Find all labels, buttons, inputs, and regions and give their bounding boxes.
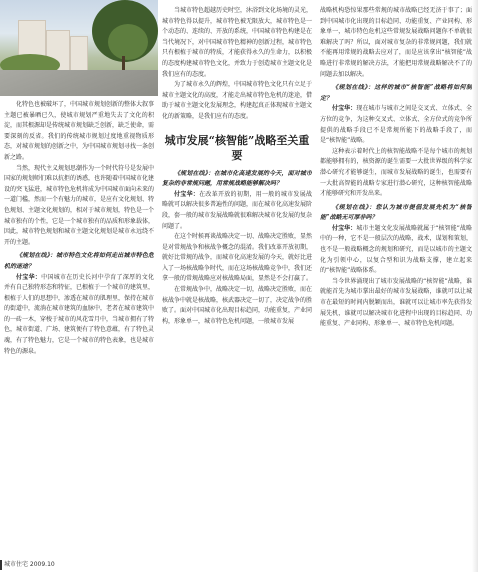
tree-canopy-2	[108, 24, 148, 60]
paragraph: 当城市特色超越历史时空，沐浴到文化场境的灵光，城市特色得以提升，城市特色被无限放大，城市特色是一个动态的、连续的、开放的系统，中国城市特色构建是在当代境况下，对中国城市特色精神的创新过程，城市特色只有根植于城市的特质，才能获得永久的生命力，以积极的态度构建城市特色文化，并致力于创造城市主题文化是我们应有的态度。	[162, 7, 312, 78]
question: 《规划在线》：您认为城市提倡发展先机为“核智能”战略无可厚非吗？	[320, 203, 472, 222]
paragraph: 化特色也被破坏了，中国城市规划创新的整体大叙事主题已被暴晒已久，使城市规划严重地失去了文化的积淀，而其根源却是传统城市规划缺乏创新，缺乏使命，需要深刻的反省。我们的传统城市规划过度地重视物质形态，对城市规划的创新之中，为中国城市规划寻找一条创新之路。	[4, 101, 154, 161]
paragraph: 在常规战争中，战略决定一切，战略决定胜败，而在核战争中就是核战略，核武器决定一切了，决定战争的胜败了。面对中国城市化出现目标趋同，功能重复，产业同构，形象单一，城市特色危机问题，一般城市发展	[162, 286, 312, 325]
paragraph: 这种表示着时代上的核智能战略不是每个城市的规划都能够拥有的，核资源的诞生需要一大批世界级的科学家潜心研究才能够诞生，而城市发展战略的诞生，也需要有一大批高智能的战略专家进行潜心研究，这种核智能战略才能够研究和开发出来。	[320, 147, 472, 198]
paragraph: 在这个时候再谈战略决定一切、战略决定胜败，显然是对常规战争和核战争概念的混淆。我们改革开放初期，就好比常规的战争，而城市化高速发展的今天，就好比进入了一场核战略争时代，而在这场核战略竞争中，我们还拿一般的常规战略应对核战略局面，显然是不会打赢了。	[162, 233, 312, 283]
street-photo	[0, 0, 158, 96]
speaker-label: 付宝华：	[332, 105, 357, 113]
column-1	[4, 100, 154, 530]
speaker-label: 付宝华：	[174, 190, 200, 198]
answer	[4, 273, 154, 358]
answer-text: 中国城市在历史长河中孕育了深厚的文化并有自己独特形态和特征，已根植于一个城市的建筑里，根植于人们的思想中，渗透在城市的肌理里，保持在城市的街道中，流淌在城市建筑的血脉中，老者在城市建筑中的一砖一木，穿梭于城市的风花雪月中，当城市拥有了特色，城市街道、广场、建筑便有了特色意蕴，有了特色灵魂，有了特色魅力，它是一个城市的特色表象，也是城市特色的源泉。	[4, 273, 154, 355]
answer	[320, 104, 472, 146]
question: 《规划在线》：城市特色文化将如何走出城市特色危机的迷途？	[4, 252, 154, 270]
road	[0, 70, 158, 96]
answer-text: 城市主题文化发展战略就属于“核智能”战略中的一种，它不是一般层次的战略，战术，谋划和策划，也不是一般战略概念的规划和研究，而是以城市的主题文化为引领中心，以复合型和识为战略支撑，建立起来的“核智能”战略体系。	[320, 224, 472, 275]
section-heading: 城市发展“核智能”战略至关重要	[164, 133, 310, 162]
answer-text: 现在城市与城市之间是交叉式、立体式、全方位的竞争，为这种交叉式、立体式、全方位式的竞争所提供的战略手段已不是常规所能下的战略手段了，而是“核智能”战略。	[320, 105, 472, 145]
question: 《规划在线》：这样的城市“核智能”战略将如何制定？	[320, 84, 472, 102]
answer-text: 在改革开放的初期，用一般的城市发展战略就可以解决很多普遍性的问题，而在城市化高速发展阶段，套一般的城市发展战略就很难解决城市化发展的复杂问题了。	[162, 190, 312, 230]
answer	[162, 190, 312, 232]
speaker-label: 付宝华：	[332, 224, 357, 232]
paragraph: 当然，现代主义规划思潮作为一个时代符号是发展中国家的规划师们难以抗拒的诱惑，也许随着中国城市化建设的突飞猛进，城市特色危机将成为中国城市面向未来的一道门槛，然而一个有魅力的城市，是应有文化规划、特色规划、主题文化规划的，相对于城市规划，特色是一个城市独有的个性，它是一个城市独有的品质和形象载体，因此，城市特色规划和城市主题文化规划是城市永远绕不开的主题。	[4, 164, 154, 246]
paragraph: 为了城市永久的辉煌，中国城市特色文化只有立足于城市主题文化的高度，才能走出城市特色危机的迷途，借助于城市主题文化发展理念，构建起真正体现城市主题文化的新策略，是我们应有的态度。	[162, 81, 312, 120]
page-gutter	[472, 0, 478, 572]
speaker-label: 付宝华：	[16, 273, 42, 281]
footer-bar	[0, 560, 2, 570]
question: 《规划在线》：在城市化高速发展的今天，面对城市复杂的非常规问题，用常规战略能够解决吗？	[162, 169, 312, 188]
page-footer: 城市住宅 2009.10	[4, 561, 55, 568]
column-2	[162, 6, 312, 531]
paragraph: 当今世界涌现出了城市发展战略的“核智能”战略，谁就能首先为城市掌出最好的城市发展战略，谁就可以让城市在最短的时间内脱颖而出，谁就可以让城市率先获得发展先机，谁就可以解决城市化进程中出现的目标趋同、功能重复、产业同构、形象单一、城市特色危机问题。	[320, 277, 472, 328]
building-right	[70, 36, 88, 72]
column-3	[320, 6, 472, 531]
paragraph: 战略机构恐惊果那些常规的城市战略已经无济于事了；面到中国城市化出现的目标趋同、功能重复、产业同构、形象单一，城市特色危机这些常规发展战略问题你不单就很难解决了吗？所以，面对城市复杂的非常规问题，我们就不能再用常规的战略去应对了，而是应该拿出“核智能”战略进行非常规的解决方法，才能把用常规战略解决不了的问题去加以解决。	[320, 7, 472, 78]
answer	[320, 224, 472, 277]
